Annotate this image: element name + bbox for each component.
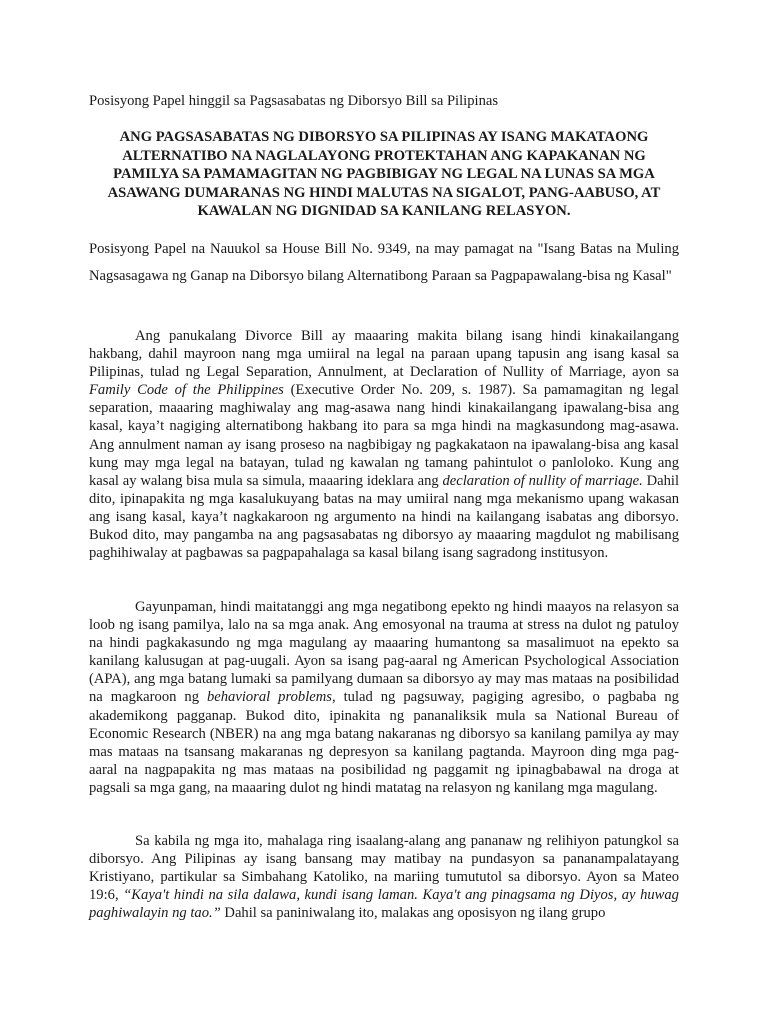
- paragraph-3-text-a: Sa kabila ng mga ito, mahalaga ring isaalang-alang ang pananaw ng relihiyon patungkol sa diborsyo. Ang Pilipinas ay isang bansang may matibay na pundasyon sa pananampalatayang Kristiyano, partikular sa Simbahang Katoliko, na mariing tumututol sa diborsyo. Ayon sa Mateo 19:6,: [89, 833, 679, 904]
- paragraph-2-italic-behavioral: behavioral problems,: [206, 689, 336, 706]
- paragraph-3: [89, 832, 679, 922]
- paragraph-1-text-c: (Executive Order No. 209, s. 1987). Sa pamamagitan ng legal separation, maaaring maghiwalay ang mag-asawa nang hindi kinakailangang ipawalang-bisa ang kasal, kaya’t nagiging alternatibong hakbang ito para sa mga hindi na magkasundong mag-asawa. Ang annulment naman ay isang proseso na nagbibigay ng pagkakataon na ipawalang-bisa ang kasal kung may mga legal na batayan, tulad ng kawalan ng tamang pahintulot o panloloko. Kung ang kasal ay walang bisa mula sa simula, maaaring ideklara ang: [89, 382, 679, 489]
- paragraph-2: [89, 598, 679, 797]
- paragraph-2-text-a: Gayunpaman, hindi maitatanggi ang mga negatibong epekto ng hindi maayos na relasyon sa loob ng isang pamilya, lalo na sa mga anak. Ang emosyonal na trauma at stress na dulot ng patuloy na hindi pagkakasundo ng mga magulang ay maaaring humantong sa masalimuot na epekto sa kanilang kalusugan at pag-uugali. Ayon sa isang pag-aaral ng American Psychological Association (APA), ang mga batang lumaki sa pamilyang dumaan sa diborsyo ay may mas mataas na posibilidad na magkaroon ng: [89, 599, 679, 706]
- paragraph-1-text-a: Ang panukalang Divorce Bill ay maaaring makita bilang isang hindi kinakailangang hakbang, dahil mayroon nang mga umiiral na legal na paraan upang tapusin ang isang kasal sa Pilipinas, tulad ng Legal Separation, Annulment, at Declaration of Nullity of Marriage, ayon sa: [89, 328, 679, 381]
- document-heading: Posisyong Papel hinggil sa Pagsasabatas ng Diborsyo Bill sa Pilipinas: [89, 93, 499, 109]
- paragraph-1-text-e: Dahil dito, ipinapakita ng mga kasalukuyang batas na may umiiral nang mga mekanismo upang wakasan ang isang kasal, kaya’t nagkakaroon ng argumento na hindi na kailangang isabatas ang diborsyo. Bukod dito, may pangamba na ang pagsasabatas ng diborsyo ay maaaring magdulot ng mabilisang paghihiwalay at pagbawas sa pagpapahalaga sa kasal bilang isang sagradong institusyon.: [89, 472, 679, 562]
- paragraph-2-text-c: tulad ng pagsuway, pagiging agresibo, o pagbaba ng akademikong pagganap. Bukod dito, ipinakita ng pananaliksik mula sa National Bureau of Economic Research (NBER) na ang mga batang nakaranas ng diborsyo sa kanilang pamilya ay may mas mataas na tsansang makaranas ng depresyon sa kanilang pagtanda. Mayroon ding mga pag-aaral na nagpapakita ng mas mataas na posibilidad ng paggamit ng ipinagbabawal na droga at pagsali sa mga gang, na maaaring dulot ng hindi matatag na relasyon ng kanilang mga magulang.: [89, 689, 679, 796]
- paragraph-3-text-c: Dahil sa paniniwalang ito, malakas ang oposisyon ng ilang grupo: [220, 905, 606, 922]
- document-subtitle: Posisyong Papel na Nauukol sa House Bill No. 9349, na may pamagat na "Isang Batas na Muling Nagsasagawa ng Ganap na Diborsyo bilang Alternatibong Paraan sa Pagpapawalang-bisa ng Kasal": [89, 241, 679, 284]
- paragraph-1: [89, 327, 679, 562]
- paragraph-3-italic-quote: “Kaya't hindi na sila dalawa, kundi isang laman. Kaya't ang pinagsama ng Diyos, ay huwag paghiwalayin ng tao.”: [89, 887, 679, 922]
- paragraph-1-italic-family-code: Family Code of the Philippines: [89, 382, 284, 399]
- paragraph-1-italic-nullity: declaration of nullity of marriage.: [442, 472, 643, 489]
- document-title: ANG PAGSASABATAS NG DIBORSYO SA PILIPINAS AY ISANG MAKATAONG ALTERNATIBO NA NAGLALAYONG PROTEKTAHAN ANG KAPAKANAN NG PAMILYA SA PAMAMAGITAN NG PAGBIBIGAY NG LEGAL NA LUNAS SA MGA ASAWANG DUMARANAS NG HINDI MALUTAS NA SIGALOT, PANG-AABUSO, AT KAWALAN NG DIGNIDAD SA KANILANG RELASYON.: [107, 129, 661, 220]
